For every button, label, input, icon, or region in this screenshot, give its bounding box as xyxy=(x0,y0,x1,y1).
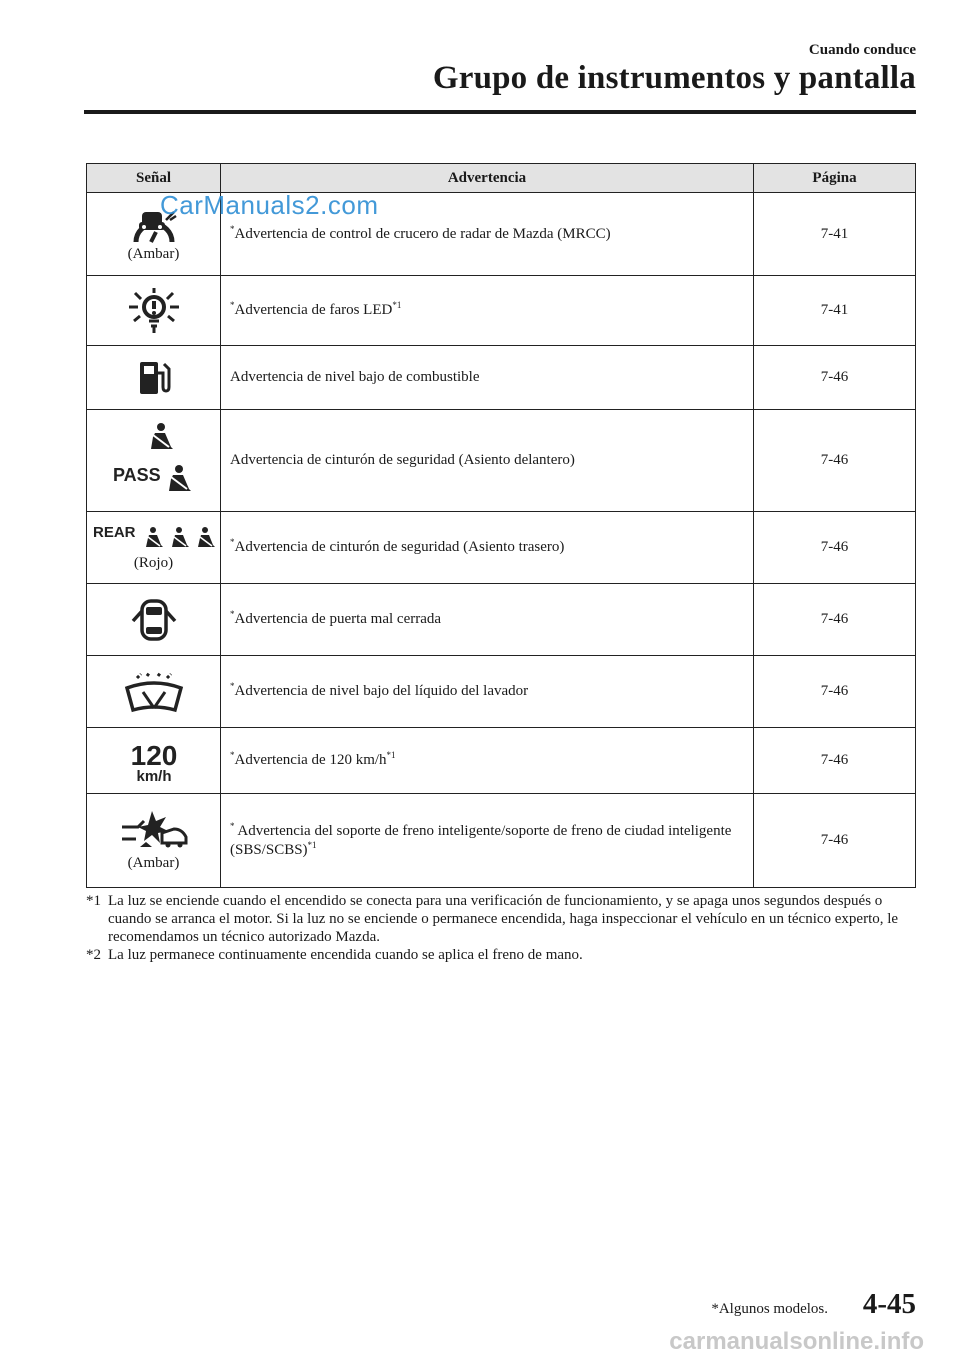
footnote-item xyxy=(86,946,916,964)
signal-cell xyxy=(87,276,221,346)
washer-fluid-icon xyxy=(123,670,185,714)
table-row xyxy=(87,410,916,512)
smart-brake-icon xyxy=(118,809,190,853)
section-label: Cuando conduce xyxy=(808,42,916,58)
signal-cell xyxy=(87,728,221,794)
col-header-warning: Advertencia xyxy=(221,164,754,193)
header-rule xyxy=(84,110,916,114)
table-header-row xyxy=(87,164,916,193)
watermark-bottom: carmanualsonline.info xyxy=(669,1328,924,1355)
optional-marker: * xyxy=(230,537,235,547)
page-cell: 7-41 xyxy=(754,193,916,276)
signal-cell xyxy=(87,512,221,584)
seatbelt-front-icon xyxy=(109,421,199,501)
speed-value-label: 120 xyxy=(130,739,177,771)
footnote-ref: *1 xyxy=(386,750,396,760)
col-header-signal: Señal xyxy=(87,164,221,193)
warning-text: Advertencia de control de crucero de radar de Mazda (MRCC) xyxy=(234,225,611,242)
signal-cell xyxy=(87,656,221,728)
footnote-ref: *1 xyxy=(392,300,402,310)
page-cell: 7-46 xyxy=(754,728,916,794)
speed-120-icon xyxy=(122,739,186,783)
footnote-ref: *1 xyxy=(307,839,317,850)
signal-cell xyxy=(87,794,221,888)
watermark-top: CarManuals2.com xyxy=(160,190,379,220)
footnote-item xyxy=(86,892,916,946)
table-row xyxy=(87,512,916,584)
page-cell: 7-46 xyxy=(754,794,916,888)
table-row xyxy=(87,346,916,410)
door-ajar-icon xyxy=(130,597,178,643)
warning-text: Advertencia de puerta mal cerrada xyxy=(234,611,442,627)
signal-caption: (Ambar) xyxy=(127,245,180,262)
warning-cell xyxy=(221,276,754,346)
warning-text: Advertencia de faros LED xyxy=(234,302,393,318)
warning-table xyxy=(86,163,916,888)
signal-caption: (Rojo) xyxy=(133,555,174,571)
optional-marker: * xyxy=(230,750,235,760)
page-title: Grupo de instrumentos y pantalla xyxy=(432,60,916,96)
optional-marker: * xyxy=(230,223,235,234)
signal-cell xyxy=(87,346,221,410)
rear-label: REAR xyxy=(92,524,136,541)
page-cell: 7-46 xyxy=(754,584,916,656)
page-cell: 7-46 xyxy=(754,656,916,728)
warning-cell xyxy=(221,410,754,512)
table-row xyxy=(87,276,916,346)
table-row xyxy=(87,794,916,888)
warning-text: Advertencia del soporte de freno inteligente/soporte de freno de ciudad inteligente (SBS/SCBS) xyxy=(230,822,732,858)
optional-marker: * xyxy=(230,681,235,691)
footnotes xyxy=(86,892,916,964)
seatbelt-rear-icon xyxy=(91,523,217,553)
warning-text: Advertencia de cinturón de seguridad (Asiento trasero) xyxy=(234,539,565,555)
warning-text: Advertencia de 120 km/h xyxy=(234,752,387,768)
warning-cell xyxy=(221,728,754,794)
warning-text: Advertencia de nivel bajo del líquido del lavador xyxy=(234,683,529,699)
page-cell: 7-41 xyxy=(754,276,916,346)
warning-cell xyxy=(221,794,754,888)
page-cell: 7-46 xyxy=(754,512,916,584)
speed-unit-label: km/h xyxy=(135,767,172,783)
fuel-pump-icon xyxy=(137,359,171,397)
warning-cell xyxy=(221,346,754,410)
table-row xyxy=(87,584,916,656)
warning-cell xyxy=(221,512,754,584)
footnote-mark: *2 xyxy=(86,947,101,963)
warning-text: Advertencia de cinturón de seguridad (Asiento delantero) xyxy=(230,452,575,468)
table-row xyxy=(87,656,916,728)
optional-marker: * xyxy=(230,300,235,310)
signal-caption: (Ambar) xyxy=(127,855,180,871)
signal-cell xyxy=(87,584,221,656)
page-cell: 7-46 xyxy=(754,346,916,410)
led-headlight-icon xyxy=(125,287,183,335)
optional-marker: * xyxy=(230,609,235,619)
footnote-text: La luz se enciende cuando el encendido se conecta para una verificación de funcionamiento, y se apaga unos segundos después o cuando se arranca el motor. Si la luz no se enciende o permanece encendida, haga inspeccionar el vehículo en un técnico experto, le recomendamos un técnico autorizado Mazda. xyxy=(108,893,899,945)
warning-cell xyxy=(221,656,754,728)
footnote-text: La luz permanece continuamente encendida cuando se aplica el freno de mano. xyxy=(108,947,583,963)
footnote-mark: *1 xyxy=(86,893,101,909)
warning-text: Advertencia de nivel bajo de combustible xyxy=(230,369,480,385)
pass-label: PASS xyxy=(112,464,161,485)
signal-cell xyxy=(87,410,221,512)
table-row xyxy=(87,728,916,794)
warning-cell xyxy=(221,584,754,656)
models-note: *Algunos modelos. xyxy=(711,1301,828,1317)
col-header-page: Página xyxy=(754,164,916,193)
page-cell: 7-46 xyxy=(754,410,916,512)
page-number: 4-45 xyxy=(862,1288,916,1320)
optional-marker: * xyxy=(230,820,235,831)
